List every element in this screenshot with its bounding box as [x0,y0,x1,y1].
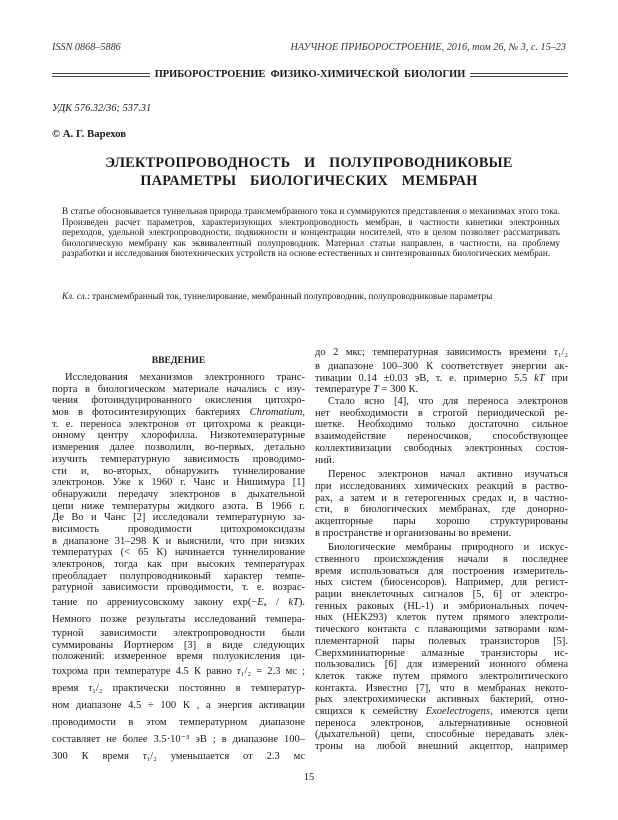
text-line [52,571,305,583]
text-segment: преобладает полупроводниковый характер темпе- [52,570,305,582]
text-line [315,504,568,516]
text-segment: время [52,683,89,695]
author: © А. Г. Варехов [52,128,127,140]
italic-text: Chromatium [249,407,303,419]
text-line [52,501,305,513]
text-segment: суммированы Йортнером [3] в виде следующих [52,639,305,651]
keywords-label: Кл. сл. [62,291,88,301]
text-segment: цепи ниже температуры жидкого азота. В 1966 г. [52,500,305,512]
text-segment: при [544,372,568,384]
text-line [315,516,568,528]
text-line [315,431,568,443]
text-line [315,493,568,505]
text-segment: сти, в биологических мембранах, где донорно- [315,504,568,516]
text-line [315,624,568,636]
text-segment: ний. [315,454,335,466]
keywords-text: : трансмембранный ток, туннелирование, мембранный полупроводник, полупроводниковые параметры [87,291,493,301]
text-segment: до 2 мкс; температурная зависимость времени [315,347,554,358]
text-segment: Исследования механизмов электронного транс- [65,372,305,383]
italic-text: τ [237,666,241,678]
journal-citation: НАУЧНОЕ ПРИБОРОСТРОЕНИЕ, 2016, том 26, № 3, с. 15–23 [290,42,566,53]
text-line [315,481,568,493]
title-line: ПАРАМЕТРЫ БИОЛОГИЧЕСКИХ МЕМБРАН [140,173,478,189]
text-segment: Биологические мембраны природного и искус- [328,542,568,554]
text-segment: т. е. переноса электронов от цитохрома к реакци- [52,418,305,430]
text-line [52,594,305,611]
text-segment: 300 К время [52,751,143,763]
text-segment: в пространстве и организованы во времени. [315,527,512,539]
text-line [52,582,305,594]
text-line [52,731,305,748]
rubric-rule-right [470,73,568,77]
text-segment: ₐ / [263,597,289,609]
text-segment: ных систем (биосенсоров). Например, для регист- [315,577,568,589]
italic-text: τ [553,347,558,358]
text-segment: генных раковых (HL-1) и эмбриональных почеч- [315,600,568,612]
text-line [315,455,568,467]
text-segment: рации внеклеточных сигналов [5, 6] от электро- [315,589,568,601]
text-segment: составляет не более 3.5·10⁻³ эВ ; в диапазоне 100– [52,734,305,746]
text-segment: Перенос электронов начал активно изучаться [328,469,568,481]
text-segment: висимость проводимости цитохромоксидазы [52,523,305,535]
text-line [315,659,568,671]
text-segment: ственного происхождения начали в последнее [315,554,568,565]
text-segment: рых электрохимически активных бактерий, отно- [315,694,568,706]
text-line [52,651,305,663]
text-segment: взаимодействие переносчиков, способствующее [315,431,568,443]
text-line [315,361,568,373]
text-segment: рах, а затем и в гетерогенных средах и, в частно- [315,492,568,504]
text-segment: , [302,407,305,419]
text-segment: изучить температурную зависимость проводимо- [52,453,305,465]
text-line [315,729,568,741]
text-segment: обнаружили передачу электронов в дыхательной [52,488,305,500]
text-segment: , имеются цепи [490,705,568,717]
text-segment: Стало ясно [4], что для переноса электронов [328,396,568,408]
text-line [315,577,568,589]
text-segment: ратурной зависимости проводимости, т. е. возрас- [52,582,305,594]
text-line [52,407,305,419]
text-line [315,443,568,455]
italic-text: Exoelectrogens [425,705,491,717]
italic-text: T [373,384,379,396]
text-line [52,536,305,548]
text-line [52,697,305,714]
italic-text: τ [88,683,93,695]
text-segment: шетке. Необходимо только достаточно сильное [315,419,568,431]
text-line [315,373,568,385]
issn: ISSN 0868–5886 [52,42,121,53]
italic-text: kT [534,372,545,384]
text-line [315,589,568,601]
text-segment: ном диапазоне 4.5 ÷ 100 К , а энергия активации [52,700,305,712]
text-segment: тание по аррениусовскому закону exp(− [52,597,258,609]
text-line [52,680,305,697]
text-segment: сящихся к семейству [315,705,426,717]
text-segment: онному центру хлорофилла. Низкотемпературные [52,430,305,442]
text-segment: при исследованиях химических реакций в раство- [315,480,568,492]
text-line [315,694,568,706]
text-segment: тического контакта с плавающими затворами ком- [315,624,568,636]
text-segment: измерения далее позволили, во-первых, детально [52,442,305,454]
text-segment: положений: измеренное время полуокисления ци- [52,651,305,663]
text-segment: проводимости в этом температурном диапазоне [52,717,305,729]
text-line [315,396,568,408]
text-line [52,466,305,478]
text-line [315,528,568,540]
keywords [62,291,560,303]
rubric-rule-left [52,73,150,77]
article-title [0,154,618,190]
page-number: 15 [303,772,315,783]
text-segment: = 300 К. [378,384,419,396]
text-line [52,611,305,628]
text-line [52,442,305,454]
text-segment: чения фотоиндуцированного окисления цитохро- [52,395,305,407]
text-segment: ₁/₂ = 2.3 мс ; [240,666,305,678]
text-line [52,430,305,442]
text-segment: ₁/₂ практически постоянно в температур- [92,683,305,695]
title-line: ЭЛЕКТРОПРОВОДНОСТЬ И ПОЛУПРОВОДНИКОВЫЕ [105,155,513,171]
text-line [315,384,568,396]
text-segment: тохрома при температуре 4.5 К равно [52,666,238,678]
text-line [52,454,305,466]
text-line [52,489,305,501]
text-segment: Сверхминиатюрные алмазные транзисторы ис- [315,647,568,659]
text-line [52,628,305,640]
text-segment: тивации 0.14 ±0.03 эВ, т. е. примерно 5.5 [315,372,535,384]
italic-text: E [257,597,264,609]
text-segment: электронов, тогда как при высоких температурах [52,559,305,570]
text-line [315,741,568,753]
text-line [52,419,305,431]
text-segment: контакта. Известно [7], что в мембранах некото- [315,682,568,694]
text-segment: температуре [315,384,374,396]
text-line [52,663,305,680]
text-line [315,554,568,566]
italic-text: τ [142,751,147,763]
text-line [52,384,305,396]
text-segment: плементарной пары полевых транзисторов [5]. [315,635,568,647]
text-line [315,566,568,578]
section-rubric [52,69,568,80]
udk-code: УДК 576.32/36; 537.31 [52,103,152,114]
text-line [52,748,305,765]
text-segment: ₁/₂ уменьшается от 2.3 мс [146,751,305,763]
text-segment: сти и, во-вторых, обнаружить туннелирование [52,465,305,477]
text-line [52,640,305,652]
text-segment: в диапазоне 31–298 К и выяснили, что при низких [52,535,305,547]
text-segment: (дыхательной) цепи, способные передавать элек- [315,729,568,741]
text-line [52,547,305,559]
abstract: В статье обосновывается туннельная природа трансмембранного тока и суммируются представления о механизмах этого тока. Произведен расчет параметров, характеризующих электропроводность мембран, в частности кинетики электронных переходов, удельной электропроводности, подвижности и концентрации носителей, что в целом позволяет рассматривать биологическую мембрану как эквивалентный полупроводник. Материал статьи направлен, в частности, на проблему разработки и исследования биотехнических устройств на основе естественных и синтезированных биологических мембран. [62,206,560,259]
text-line [52,714,305,731]
text-segment: электронов. Уже к 1960 г. Чанс и Нишимура [1] [52,477,305,489]
text-line [315,601,568,613]
text-line [315,648,568,660]
text-segment: в диапазоне 100–300 К соответствует энергии ак- [315,361,568,372]
text-segment: нет необходимости в строгой периодической ре- [315,407,568,419]
text-line [315,612,568,624]
text-line [52,524,305,536]
text-segment: ₁/₂ [557,347,568,358]
section-heading: ВВЕДЕНИЕ [151,355,206,366]
text-line [52,477,305,489]
rubric-text: ПРИБОРОСТРОЕНИЕ ФИЗИКО-ХИМИЧЕСКОЙ БИОЛОГИИ [154,69,466,80]
text-line [315,469,568,481]
text-line [52,559,305,571]
text-segment: коллективизации свободных электронных состоя- [315,442,568,454]
text-line [52,395,305,407]
text-segment: акцепторные пары хорошо структурированы [315,515,568,527]
text-segment: ных (HEK293) клеток путем прямого электроли- [315,612,568,624]
text-segment: троны на любой внешний акцептор, например [315,741,568,752]
text-segment: температурах (< 65 К) начинается туннелирование [52,547,305,559]
text-line [52,512,305,524]
right-column [315,344,568,753]
left-column [52,356,305,765]
text-segment: Де Во и Чанс [2] исследовали температурную за- [52,512,305,524]
text-line [315,542,568,554]
text-segment: ). [298,597,305,609]
text-segment: порта в биологическом материале начались с изу- [52,383,305,395]
text-line [315,718,568,730]
text-segment: Немного позже результаты исследований темпера- [52,614,305,626]
text-segment: время использоваться для построения измеритель- [315,565,568,577]
text-segment: пользовались [6] для измерений ионного обмена [315,659,568,671]
text-segment: переноса электронов, альтернативные основной [315,717,568,729]
text-line [315,671,568,683]
text-line [52,372,305,384]
text-segment: турной зависимости электропроводности были [52,628,305,640]
text-segment: мов в фотосинтезирующих бактериях [52,407,250,419]
text-line [315,344,568,361]
text-line [315,706,568,718]
text-line [315,683,568,695]
italic-text: kT [288,597,299,609]
text-segment: клеток также путем прямого электролитического [315,670,568,682]
text-line [315,408,568,420]
text-line [315,419,568,431]
text-line [315,636,568,648]
